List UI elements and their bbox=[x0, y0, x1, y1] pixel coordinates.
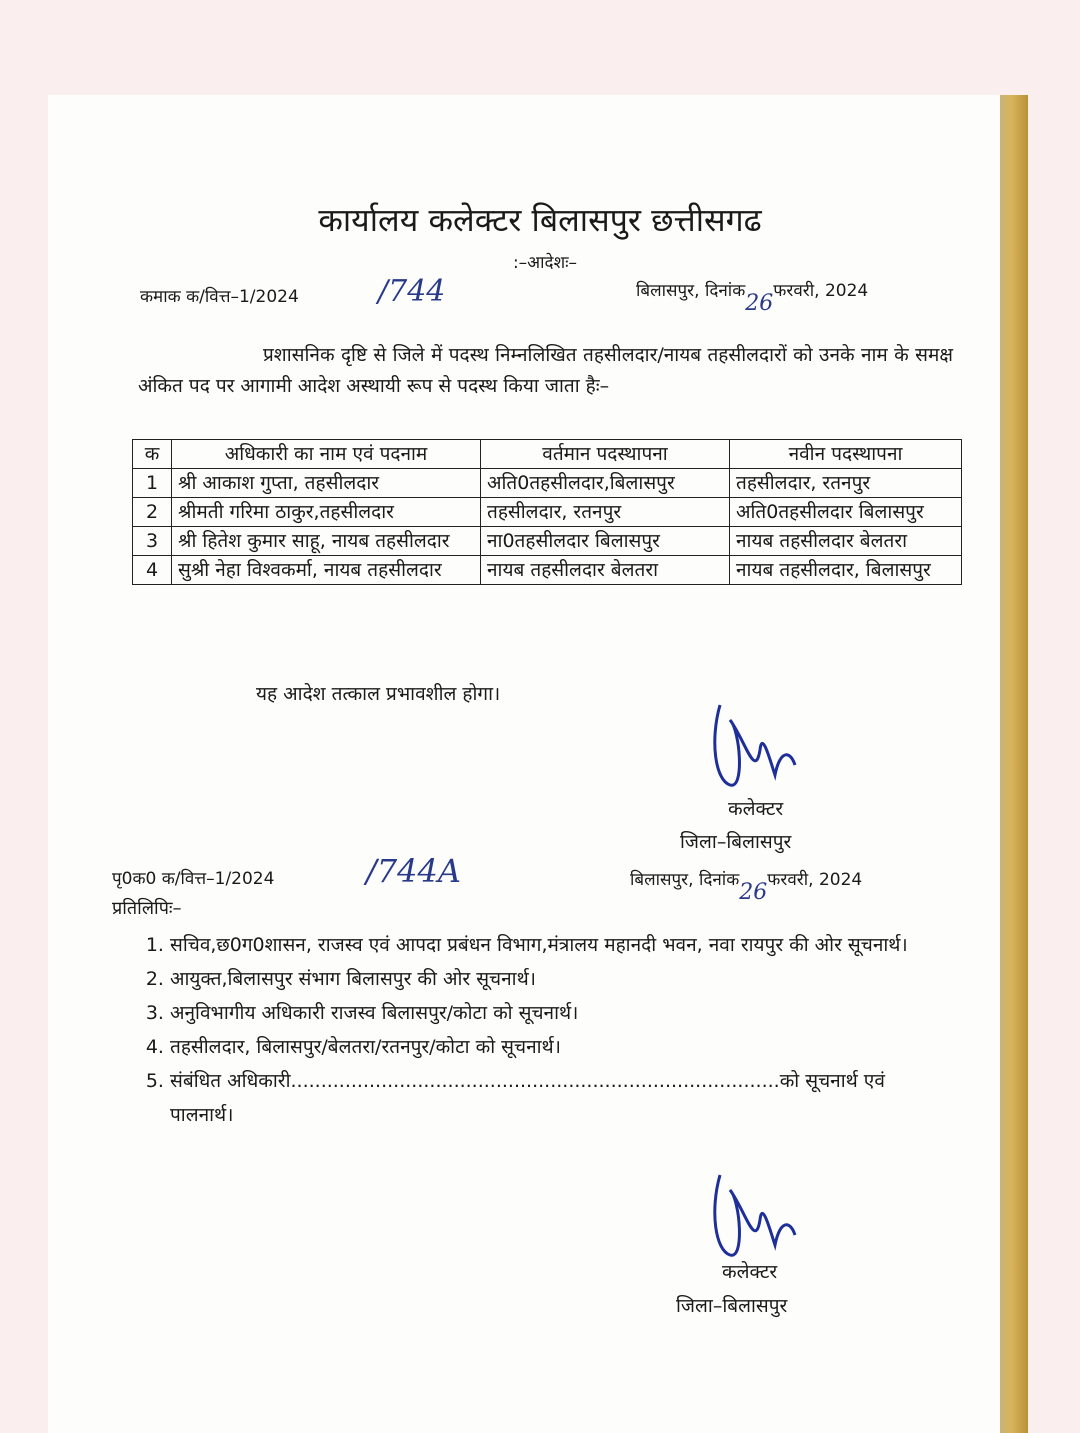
signature-1-title: कलेक्टर bbox=[728, 798, 784, 820]
cell-serial: 2 bbox=[133, 498, 172, 527]
table-header-row bbox=[133, 440, 962, 469]
cell-officer: सुश्री नेहा विश्वकर्मा, नायब तहसीलदार bbox=[172, 556, 481, 585]
header-new-posting: नवीन पदस्थापना bbox=[730, 440, 962, 469]
signature-1 bbox=[700, 690, 810, 800]
copy-date-handwritten: 26 bbox=[739, 880, 768, 905]
cell-current: तहसीलदार, रतनपुर bbox=[481, 498, 730, 527]
cell-new: तहसीलदार, रतनपुर bbox=[730, 469, 962, 498]
copy-ref-number: पृ0क0 क/वित्त–1/2024 bbox=[112, 869, 275, 889]
table-row bbox=[133, 498, 962, 527]
cell-current: अति0तहसीलदार,बिलासपुर bbox=[481, 469, 730, 498]
header-officer: अधिकारी का नाम एवं पदनाम bbox=[172, 440, 481, 469]
signature-2-district: जिला–बिलासपुर bbox=[676, 1295, 788, 1317]
cell-serial: 4 bbox=[133, 556, 172, 585]
order-ref-number: कमाक क/वित्त–1/2024 bbox=[140, 287, 299, 307]
header-serial: क bbox=[133, 440, 172, 469]
order-label: :–आदेशः– bbox=[512, 253, 578, 273]
table-row bbox=[133, 527, 962, 556]
page-edge-background bbox=[1000, 95, 1028, 1433]
intro-paragraph: प्रशासनिक दृष्टि से जिले में पदस्थ निम्नलिखित तहसीलदार/नायब तहसीलदारों को उनके नाम के समक्ष अंकित पद पर आगामी आदेश अस्थायी रूप से पदस्थ किया जाता हैः– bbox=[138, 344, 953, 397]
copy-ref-handwritten: /744A bbox=[366, 852, 461, 890]
list-item: 1. सचिव,छ0ग0शासन, राजस्व एवं आपदा प्रबंधन विभाग,मंत्रालय महानदी भवन, नवा रायपुर की ओर सूचनार्थ। bbox=[170, 928, 930, 962]
cell-serial: 3 bbox=[133, 527, 172, 556]
cell-new: नायब तहसीलदार, बिलासपुर bbox=[730, 556, 962, 585]
signature-2 bbox=[700, 1160, 810, 1270]
cell-officer: श्री आकाश गुप्ता, तहसीलदार bbox=[172, 469, 481, 498]
cell-serial: 1 bbox=[133, 469, 172, 498]
office-title: कार्यालय कलेक्टर बिलासपुर छत्तीसगढ bbox=[318, 201, 762, 239]
effect-note: यह आदेश तत्काल प्रभावशील होगा। bbox=[256, 683, 501, 705]
list-item: 2. आयुक्त,बिलासपुर संभाग बिलासपुर की ओर सूचनार्थ। bbox=[170, 962, 930, 996]
table-row bbox=[133, 556, 962, 585]
cell-new: अति0तहसीलदार बिलासपुर bbox=[730, 498, 962, 527]
order-place-date: बिलासपुर, दिनांक26फरवरी, 2024 bbox=[636, 281, 869, 316]
order-ref-handwritten: /744 bbox=[378, 274, 446, 309]
header-current-posting: वर्तमान पदस्थापना bbox=[481, 440, 730, 469]
transfer-table bbox=[132, 439, 962, 585]
list-item: 5. संबंधित अधिकारी.................................................................................को सूचनार्थ एवं पालनार्थ। bbox=[170, 1064, 930, 1132]
cell-new: नायब तहसीलदार बेलतरा bbox=[730, 527, 962, 556]
copy-place-date: बिलासपुर, दिनांक26फरवरी, 2024 bbox=[630, 870, 863, 905]
signature-1-district: जिला–बिलासपुर bbox=[680, 831, 792, 853]
table-row bbox=[133, 469, 962, 498]
list-item: 4. तहसीलदार, बिलासपुर/बेलतरा/रतनपुर/कोटा को सूचनार्थ। bbox=[170, 1030, 930, 1064]
list-item: 3. अनुविभागीय अधिकारी राजस्व बिलासपुर/कोटा को सूचनार्थ। bbox=[170, 996, 930, 1030]
cell-officer: श्रीमती गरिमा ठाकुर,तहसीलदार bbox=[172, 498, 481, 527]
cell-current: ना0तहसीलदार बिलासपुर bbox=[481, 527, 730, 556]
signature-2-title: कलेक्टर bbox=[722, 1261, 778, 1283]
date-handwritten: 26 bbox=[745, 291, 774, 316]
copy-list bbox=[140, 928, 930, 1132]
cell-current: नायब तहसीलदार बेलतरा bbox=[481, 556, 730, 585]
copy-label: प्रतिलिपिः– bbox=[112, 898, 182, 919]
cell-officer: श्री हितेश कुमार साहू, नायब तहसीलदार bbox=[172, 527, 481, 556]
